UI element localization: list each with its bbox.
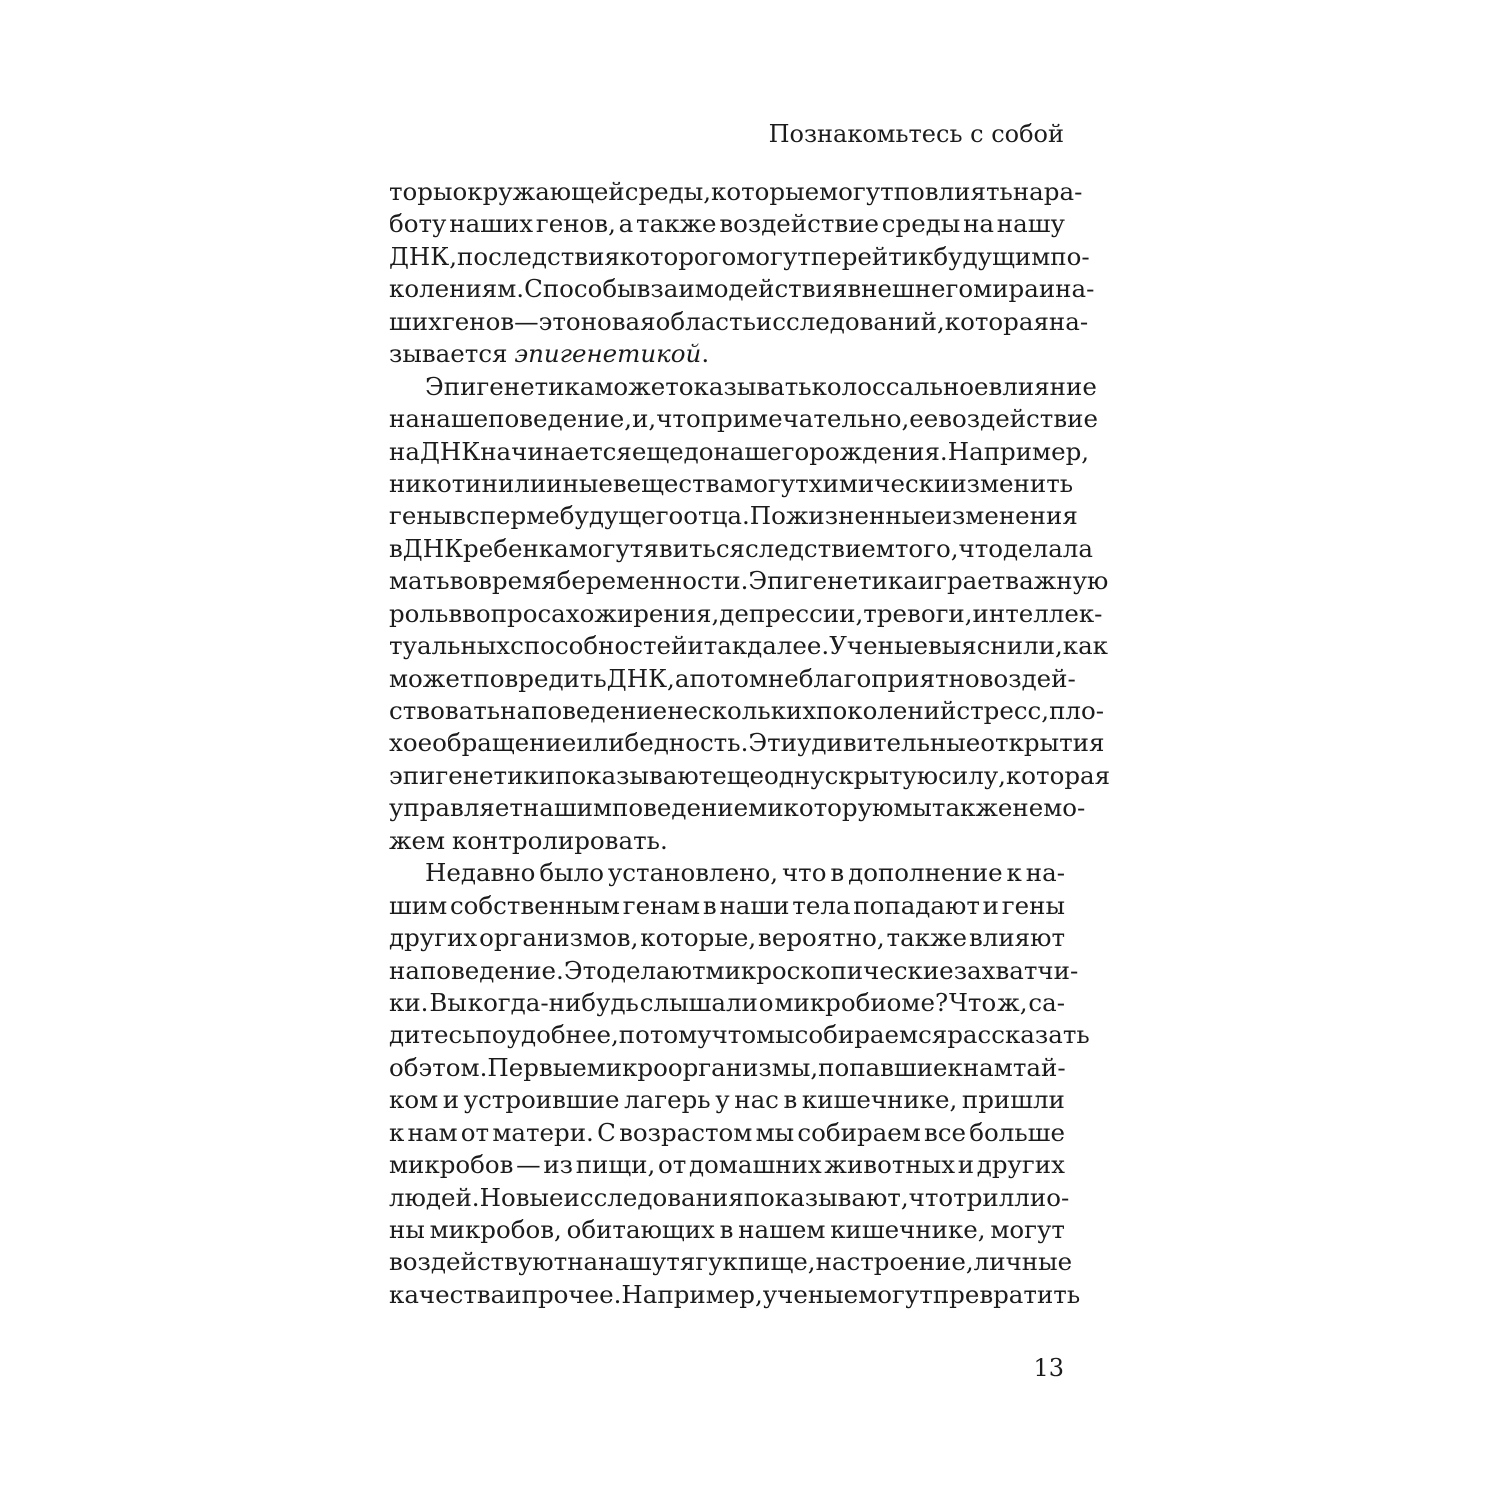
- text-line: в ДНК ребенка могут явиться следствием того, что делала: [389, 533, 1093, 563]
- text-line: роль в вопросах ожирения, депрессии, тревоги, интеллек-: [389, 598, 1103, 628]
- text-line: хое обращение или бедность. Эти удивительные открытия: [389, 728, 1105, 758]
- text-line: на ДНК начинается еще до нашего рождения. Например,: [389, 436, 1090, 466]
- text-line: ДНК, последствия которого могут перейти к будущим по-: [389, 241, 1090, 271]
- text-line: на наше поведение, и, что примечательно, ее воздействие: [389, 404, 1098, 434]
- text-line: Недавно было установлено, что в дополнение к на-: [425, 858, 1065, 888]
- text-line: ны микробов, обитающих в нашем кишечнике, могут: [389, 1215, 1065, 1244]
- text-line: эпигенетики показывают еще одну скрытую силу, которая: [389, 760, 1111, 790]
- body-text: [389, 176, 1111, 1311]
- paragraph: [389, 857, 1090, 1311]
- text-line: управляет нашим поведением и которую мы также не мо-: [389, 793, 1086, 823]
- text-line: боту наших генов, а также воздействие среды на нашу: [389, 209, 1065, 239]
- text-line: людей. Новые исследования показывают, что триллио-: [389, 1182, 1070, 1212]
- paragraph: [389, 176, 1095, 371]
- text-line: мать во время беременности. Эпигенетика играет важную: [389, 566, 1109, 596]
- text-line: на поведение. Это делают микроскопические захватчи-: [389, 955, 1079, 985]
- page-number: 13: [1033, 1354, 1064, 1382]
- text-line: колениям. Способы взаимодействия внешнего мира и на-: [389, 274, 1095, 304]
- text-line: качества и прочее. Например, ученые могут превратить: [389, 1279, 1081, 1309]
- text-line: ших генов — это новая область исследований, которая на-: [389, 306, 1089, 336]
- text-line: торы окружающей среды, которые могут повлиять на ра-: [389, 177, 1083, 206]
- text-line: ствовать на поведение нескольких поколений стресс, пло-: [389, 696, 1104, 725]
- text-line: может повредить ДНК, а потом неблагоприятно воздей-: [389, 663, 1076, 693]
- text-line: туальных способностей и так далее. Ученые выяснили, как: [389, 631, 1108, 661]
- text-line: шим собственным генам в наши тела попадают и гены: [389, 890, 1065, 920]
- text-line: других организмов, которые, вероятно, также влияют: [389, 923, 1065, 953]
- running-header: Познакомьтесь с собой: [768, 120, 1064, 148]
- paragraph: [389, 371, 1111, 858]
- text-line: жем контролировать.: [389, 825, 668, 855]
- text-line: ки. Вы когда-нибудь слышали о микробиоме? Что ж, са-: [389, 987, 1065, 1017]
- text-line: зывается эпигенетикой.: [389, 339, 710, 369]
- text-line: микробов — из пищи, от домашних животных и других: [389, 1150, 1065, 1180]
- text-line: гены в сперме будущего отца. Пожизненные изменения: [389, 501, 1078, 531]
- text-line: воздействуют на нашу тягу к пище, настроение, личные: [389, 1247, 1073, 1277]
- text-line: никотин или иные вещества могут химически изменить: [389, 468, 1074, 498]
- text-line: ком и устроившие лагерь у нас в кишечнике, пришли: [389, 1085, 1065, 1115]
- text-line: об этом. Первые микроорганизмы, попавшие к нам тай-: [389, 1052, 1066, 1082]
- text-line: дитесь поудобнее, потому что мы собираемся рассказать: [389, 1020, 1090, 1050]
- text-line: Эпигенетика может оказывать колоссальное влияние: [425, 371, 1097, 401]
- text-line: к нам от матери. С возрастом мы собираем все больше: [389, 1117, 1065, 1147]
